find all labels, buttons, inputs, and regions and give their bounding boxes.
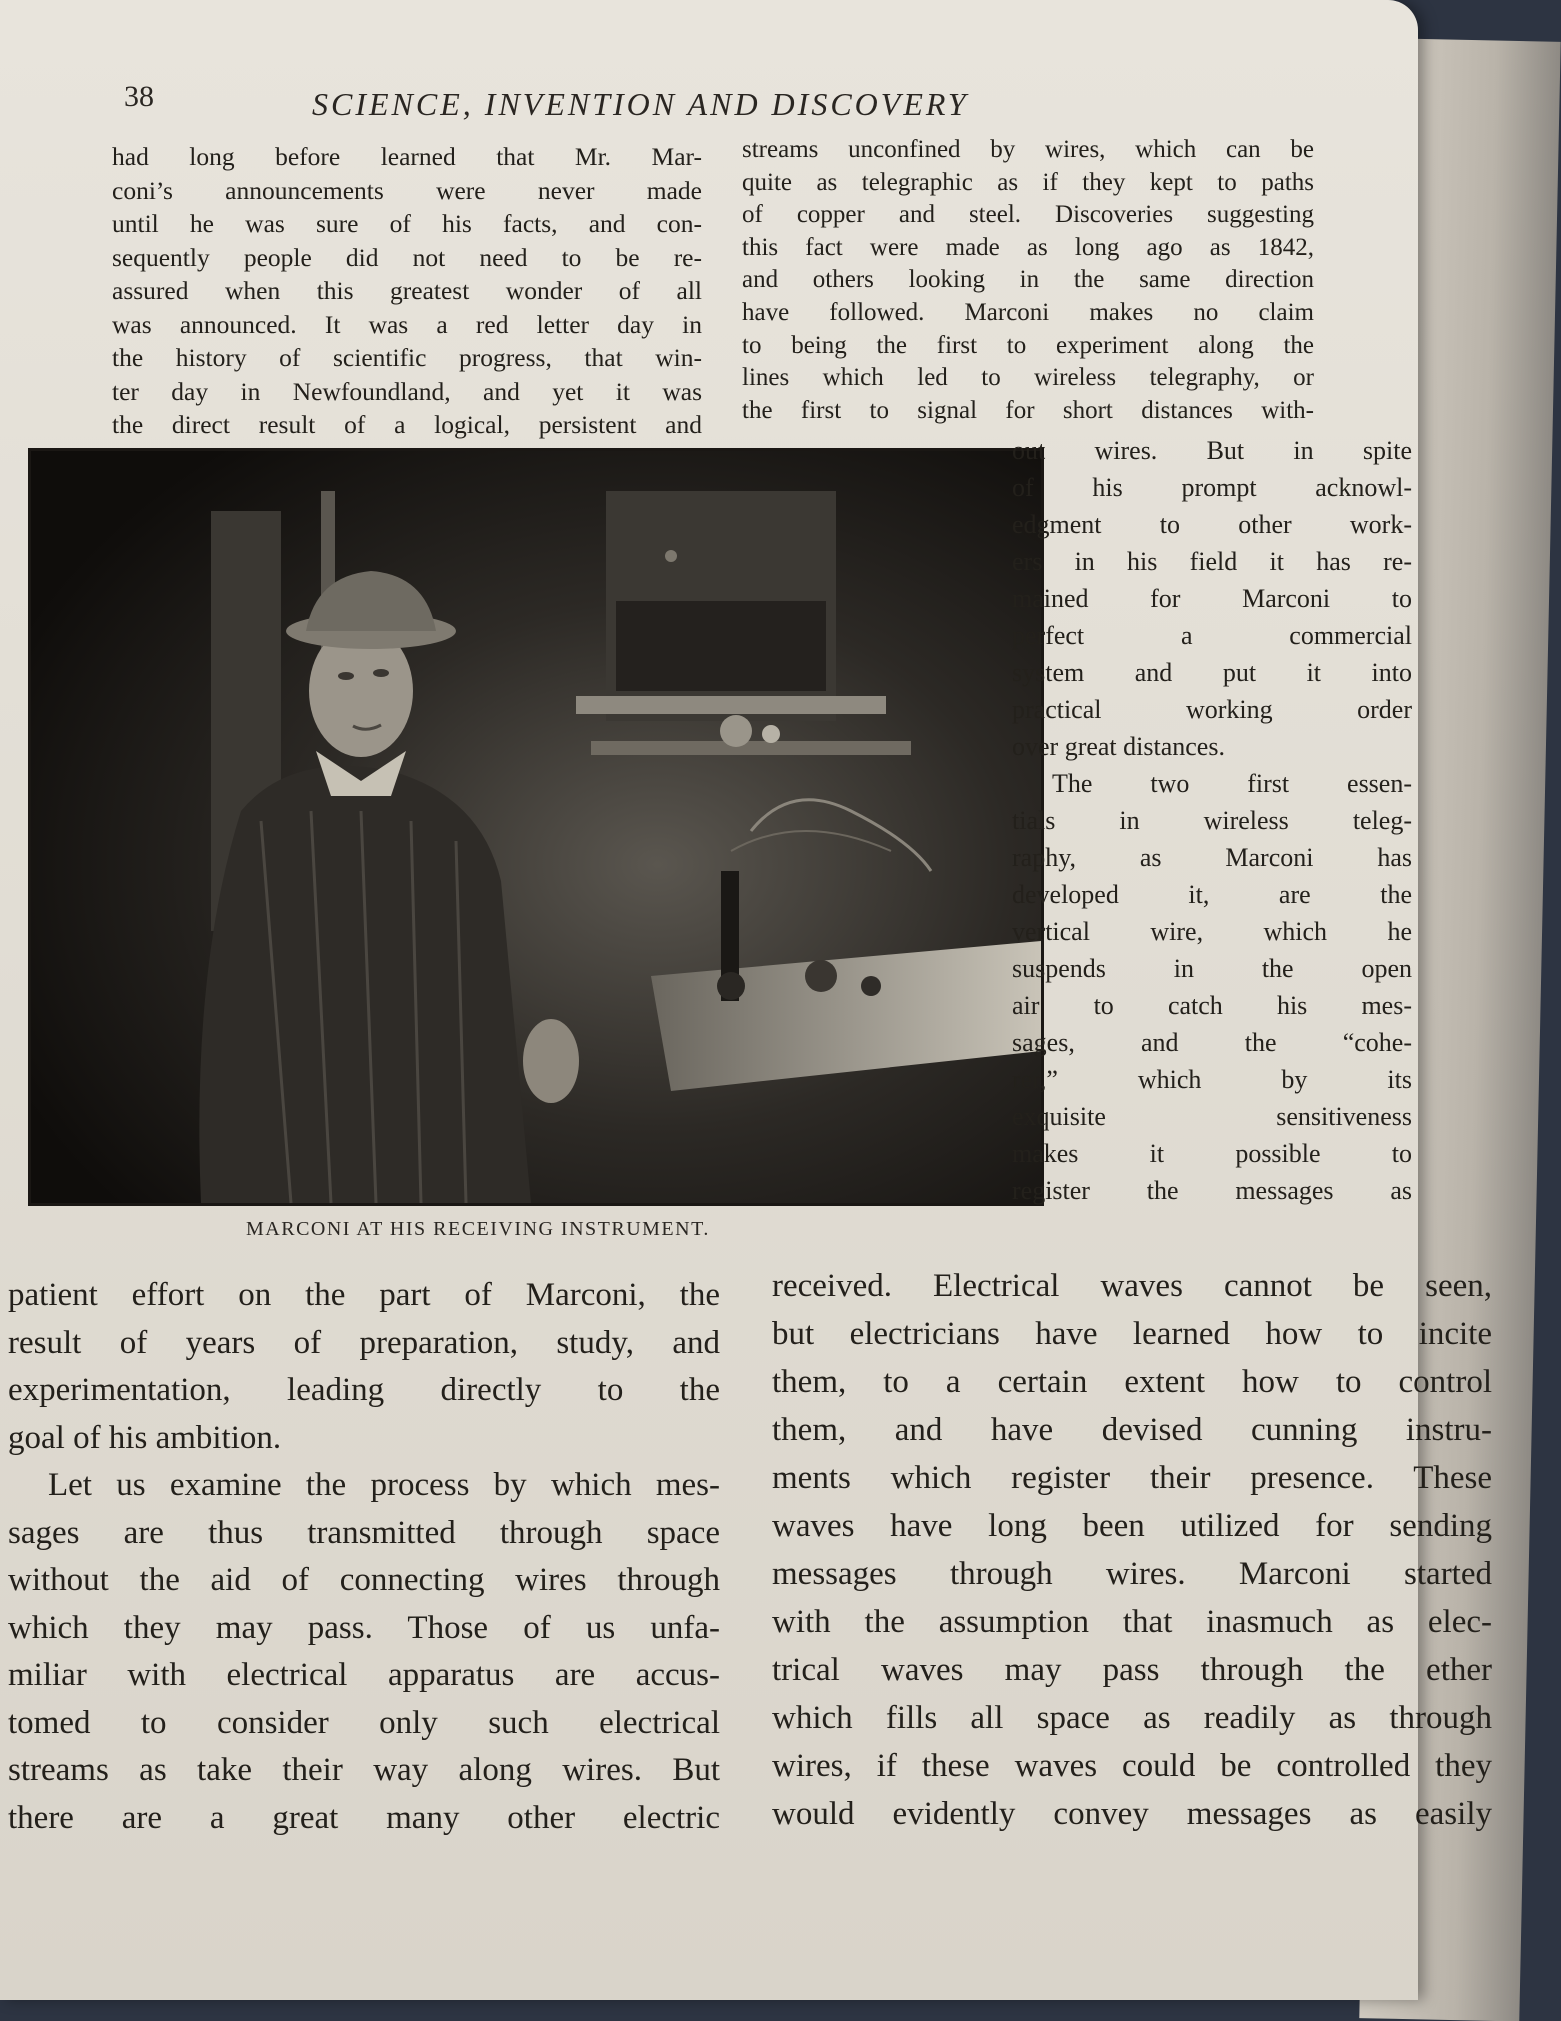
text-line: air to catch his mes- xyxy=(1012,991,1412,1020)
figure-caption: MARCONI AT HIS RECEIVING INSTRUMENT. xyxy=(246,1218,710,1240)
text-line: ter day in Newfoundland, and yet it was xyxy=(112,376,702,406)
text-line: ments which register their presence. These xyxy=(772,1460,1492,1496)
text-line: have followed. Marconi makes no claim xyxy=(742,298,1314,326)
text-line: sequently people did not need to be re- xyxy=(112,242,702,272)
running-title: SCIENCE, INVENTION AND DISCOVERY xyxy=(312,86,969,122)
text-line: the first to signal for short distances with- xyxy=(742,396,1314,424)
text-line: system and put it into xyxy=(1012,658,1412,687)
page-number: 38 xyxy=(124,80,154,113)
text-line: of copper and steel. Discoveries suggesting xyxy=(742,201,1314,229)
text-line: with the assumption that inasmuch as elec- xyxy=(772,1604,1492,1640)
text-line: The two first essen- xyxy=(1052,769,1412,798)
text-line: vertical wire, which he xyxy=(1012,917,1412,946)
text-line: exquisite sensitiveness xyxy=(1012,1102,1412,1131)
text-line: rer,” which by its xyxy=(1012,1065,1412,1094)
text-line: lines which led to wireless telegraphy, or xyxy=(742,364,1314,392)
text-line: ers in his field it has re- xyxy=(1012,547,1412,576)
text-line: edgment to other work- xyxy=(1012,510,1412,539)
text-line: mained for Marconi to xyxy=(1012,584,1412,613)
text-line: tomed to consider only such electrical xyxy=(8,1704,720,1741)
text-line: perfect a commercial xyxy=(1012,621,1412,650)
text-line: sages, and the “cohe- xyxy=(1012,1028,1412,1057)
text-line: of his prompt acknowl- xyxy=(1012,473,1412,502)
text-line: them, and have devised cunning instru- xyxy=(772,1412,1492,1448)
text-line: miliar with electrical apparatus are accus- xyxy=(8,1657,720,1693)
text-line: but electricians have learned how to incite xyxy=(772,1316,1492,1352)
text-line: out wires. But in spite xyxy=(1012,436,1412,465)
text-line: sages are thus transmitted through space xyxy=(8,1514,720,1551)
text-line: which fills all space as readily as through xyxy=(772,1700,1492,1736)
bottom-left-column xyxy=(8,1272,720,1842)
text-line: the direct result of a logical, persistent and xyxy=(112,410,702,439)
wrap-column xyxy=(1012,432,1412,1209)
text-line: tials in wireless teleg- xyxy=(1012,806,1412,835)
text-line: this fact were made as long ago as 1842, xyxy=(742,233,1314,261)
text-line: streams as take their way along wires. But xyxy=(8,1752,720,1788)
text-line: and others looking in the same direction xyxy=(742,266,1314,294)
text-line: experimentation, leading directly to the xyxy=(8,1372,720,1408)
top-right-column xyxy=(742,134,1314,427)
text-line: waves have long been utilized for sending xyxy=(772,1508,1492,1544)
text-line: goal of his ambition. xyxy=(8,1419,282,1456)
text-line: suspends in the open xyxy=(1012,954,1412,983)
text-line: Let us examine the process by which mes- xyxy=(48,1467,720,1503)
text-line: which they may pass. Those of us unfa- xyxy=(8,1609,720,1646)
photo-image xyxy=(31,451,1041,1203)
text-line: had long before learned that Mr. Mar- xyxy=(112,142,702,171)
text-line: messages through wires. Marconi started xyxy=(772,1556,1492,1592)
text-line: them, to a certain extent how to control xyxy=(772,1364,1492,1400)
marconi-photograph xyxy=(28,448,1044,1206)
text-line: raphy, as Marconi has xyxy=(1012,843,1412,872)
text-line: result of years of preparation, study, and xyxy=(8,1324,720,1361)
text-line: wires, if these waves could be controlled they xyxy=(772,1748,1492,1784)
text-line: was announced. It was a red letter day in xyxy=(112,309,702,339)
text-line: streams unconfined by wires, which can be xyxy=(742,136,1314,163)
text-line: without the aid of connecting wires through xyxy=(8,1562,720,1598)
text-line: register the messages as xyxy=(1012,1176,1412,1205)
text-line: over great distances. xyxy=(1012,732,1225,761)
bottom-right-column xyxy=(772,1262,1492,1838)
text-line: developed it, are the xyxy=(1012,880,1412,909)
text-line: assured when this greatest wonder of all xyxy=(112,276,702,305)
text-line: received. Electrical waves cannot be seen, xyxy=(772,1268,1492,1304)
text-line: would evidently convey messages as easily xyxy=(772,1796,1492,1832)
text-line: until he was sure of his facts, and con- xyxy=(112,209,702,238)
text-line: coni’s announcements were never made xyxy=(112,175,702,205)
text-line: makes it possible to xyxy=(1012,1139,1412,1168)
text-line: the history of scientific progress, that win- xyxy=(112,343,702,372)
top-left-column xyxy=(112,140,702,442)
text-line: to being the first to experiment along the xyxy=(742,331,1314,359)
text-line: trical waves may pass through the ether xyxy=(772,1652,1492,1688)
text-line: there are a great many other electric xyxy=(8,1799,720,1836)
text-line: practical working order xyxy=(1012,695,1412,724)
text-line: quite as telegraphic as if they kept to paths xyxy=(742,168,1314,196)
text-line: patient effort on the part of Marconi, the xyxy=(8,1277,720,1313)
